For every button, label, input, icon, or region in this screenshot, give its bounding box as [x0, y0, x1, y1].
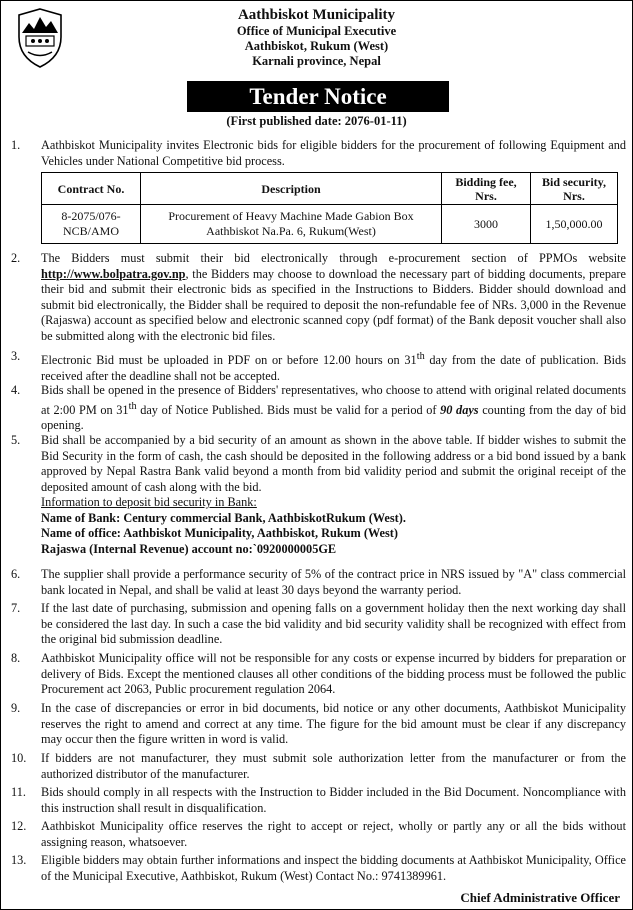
clause-text: If the last date of purchasing, submission and opening falls on a government holiday then the next working day shall be considered the last day. In such a case the bid validity and bid security validity shall be recognized with effect from the original bid submission deadline. — [41, 601, 626, 646]
published-date: (First published date: 2076-01-11) — [226, 114, 407, 128]
clause-1 — [11, 138, 626, 169]
clause-text-part: Electronic Bid must be uploaded in PDF on or before 12.00 hours on 31 — [41, 353, 417, 368]
table-row — [42, 205, 618, 244]
clause-text-part: day from the date of publication. Bids received after the deadline shall not be accepted. — [41, 353, 626, 383]
col-contract: Contract No. — [42, 173, 141, 205]
clause-number: 11. — [11, 785, 26, 799]
table-header-row — [42, 173, 618, 205]
clause-text: In the case of discrepancies or error in bid documents, bid notice or any other documents, Aathbiskot Municipality reserves the right to amend and correct at any time. The figure for the bid amount must be clear if any discrepancy may occur then the figure written in word is valid. — [41, 701, 626, 746]
clause-text: Aathbiskot Municipality office reserves the right to accept or reject, wholly or partly any or all the bids without assigning reason, whatsoever. — [41, 819, 626, 849]
office-name: Office of Municipal Executive — [236, 24, 397, 38]
cell-description: Procurement of Heavy Machine Made Gabion Box Aathbiskot Na.Pa. 6, Rukum(West) — [141, 205, 442, 244]
clause-text: Aathbiskot Municipality office will not be responsible for any costs or expense incurred by bidders for preparation or delivery of Bids. Except the mentioned clauses all other conditions of the bidding process must be followed the public Procurement act 2063, Public procurement regulation 2064. — [41, 651, 626, 696]
clause-text-part: Bids shall be opened in the presence of Bidders' representatives, who choose to attend with original related documents at 2:00 PM on 31 — [41, 383, 626, 417]
office-address: Aathbiskot, Rukum (West) — [244, 39, 389, 53]
clause-10 — [11, 751, 626, 782]
clause-11 — [11, 785, 626, 816]
clause-text — [41, 251, 626, 344]
clause-6 — [11, 567, 626, 598]
clause-5 — [11, 433, 626, 557]
tender-table — [41, 172, 618, 244]
clause-8 — [11, 651, 626, 698]
clause-number: 8. — [11, 651, 21, 665]
clause-text — [41, 349, 626, 384]
notice-title: Tender Notice — [187, 81, 449, 112]
ordinal-suffix: th — [128, 400, 137, 412]
clause-text: If bidders are not manufacturer, they must submit sole authorization letter from the manufacturer or from the authorized distributor of the manufacturer. — [41, 751, 626, 781]
clause-4 — [11, 383, 626, 434]
clause-text: Bids should comply in all respects with the Instruction to Bidder included in the Bid Document. Noncompliance with this instruction shall result in disqualification. — [41, 785, 626, 815]
clause-number: 3. — [11, 349, 21, 363]
letterhead — [1, 6, 632, 69]
clause-7 — [11, 601, 626, 648]
clause-number: 12. — [11, 819, 27, 833]
bank-info-heading: Information to deposit bid security in Bank: — [41, 495, 257, 509]
clause-number: 4. — [11, 383, 21, 397]
clause-text: Bid shall be accompanied by a bid security of an amount as shown in the above table. If bidder wishes to submit the Bid Security in the form of cash, the cash should be deposited in the following address or a bid bond issued by a bank approved by Nepal Rastra Bank valid beyond a month from bid validity period and submit the original receipt of the deposited amount of cash along with the bid. — [41, 433, 626, 494]
clause-number: 13. — [11, 853, 27, 867]
clause-13 — [11, 853, 626, 884]
clause-text-part: , the Bidders may choose to download the necessary part of bidding documents, prepare their bid and submit their electronic bids as specified in the Instructions to Bidders. Bidder should download and submit bid electronically, the Bidder shall be required to deposit the non-refundable fee of NRs. 3,000 in the Revenue (Rajaswa) account as specified below and electronic scanned copy (pdf format) of the Bank deposit voucher shall also be submitted along with the electronic bid files. — [41, 266, 626, 343]
cell-fee: 3000 — [442, 205, 531, 244]
clause-12 — [11, 819, 626, 850]
validity-period: 90 days — [440, 402, 479, 417]
signatory-title: Chief Administrative Officer — [460, 890, 620, 905]
cell-security: 1,50,000.00 — [531, 205, 618, 244]
col-description: Description — [141, 173, 442, 205]
clause-2 — [11, 251, 626, 344]
clause-text-part: day of Notice Published. Bids must be valid for a period of — [136, 402, 441, 417]
clause-number: 9. — [11, 701, 21, 715]
clause-text: Eligible bidders may obtain further informations and inspect the bidding documents at Aathbiskot Municipality, Office of the Municipal Executive, Aathbiskot, Rukum (West) Contact No.: 9741389961. — [41, 853, 626, 883]
ordinal-suffix: th — [416, 351, 425, 362]
org-name: Aathbiskot Municipality — [237, 7, 396, 23]
col-security: Bid security, Nrs. — [531, 173, 618, 205]
clause-9 — [11, 701, 626, 748]
clause-3 — [11, 349, 626, 384]
clause-text — [41, 383, 626, 434]
clause-text-part: The Bidders must submit their bid electronically through e-procurement section of PPMOs website — [41, 251, 626, 265]
office-account-name: Name of office: Aathbiskot Municipality, Aathbiskot, Rukum (West) — [41, 526, 398, 540]
bank-name: Name of Bank: Century commercial Bank, AathbiskotRukum (West). — [41, 510, 406, 525]
clause-number: 6. — [11, 567, 21, 581]
clause-text-part: counting from the day of bid opening. — [41, 402, 626, 433]
account-number: Rajaswa (Internal Revenue) account no:`0920000005GE — [41, 541, 337, 556]
clause-text: Aathbiskot Municipality invites Electronic bids for eligible bidders for the procurement of following Equipment and Vehicles under National Competitive bid process. — [41, 138, 626, 168]
cell-contract: 8-2075/076-NCB/AMO — [42, 205, 141, 244]
clause-number: 10. — [11, 751, 27, 765]
clause-number: 2. — [11, 251, 21, 265]
ppmo-website-link[interactable]: http://www.bolpatra.gov.np — [41, 266, 186, 281]
clause-number: 5. — [11, 433, 21, 447]
province: Karnali province, Nepal — [252, 54, 381, 68]
col-fee: Bidding fee, Nrs. — [442, 173, 531, 205]
clause-number: 1. — [11, 138, 21, 152]
clause-text: The supplier shall provide a performance security of 5% of the contract price in NRS issued by "A" class commercial bank located in Nepal, and shall be valid at least 30 days beyond the warranty period. — [41, 567, 626, 597]
clause-number: 7. — [11, 601, 21, 615]
